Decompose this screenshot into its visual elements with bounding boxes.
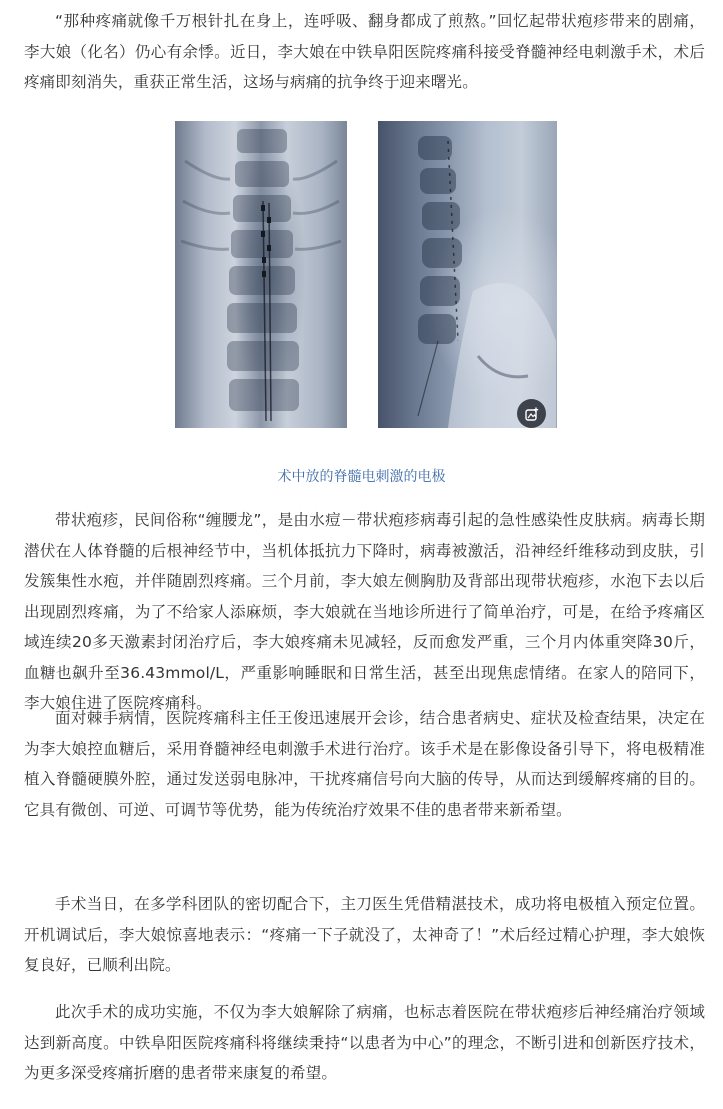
- xray-image-frontal[interactable]: [175, 121, 347, 428]
- figure-caption: 术中放的脊髓电刺激的电极: [277, 469, 446, 485]
- xray-lateral-illustration: [378, 121, 557, 428]
- paragraph-surgery: 手术当日，在多学科团队的密切配合下，主刀医生凭借精湛技术，成功将电极植入预定位置。开机调试后，李大娘惊喜地表示：“疼痛一下子就没了，太神奇了！”术后经过精心护理，李大娘恢复良好，已顺利出院。: [24, 895, 705, 974]
- paragraph-intro: “那种疼痛就像千万根针扎在身上，连呼吸、翻身都成了煎熬。”回忆起带状疱疹带来的剧痛，李大娘（化名）仍心有余悸。近日，李大娘在中铁阜阳医院疼痛科接受脊髓神经电刺激手术，术后疼痛即刻消失，重获正常生活，这场与病痛的抗争终于迎来曙光。: [24, 12, 705, 91]
- image-share-icon: [525, 407, 539, 421]
- paragraph-treatment: 面对棘手病情，医院疼痛科主任王俊迅速展开会诊，结合患者病史、症状及检查结果，决定在为李大娘控血糖后，采用脊髓神经电刺激手术进行治疗。该手术是在影像设备引导下，将电极精准植入脊髓硬膜外腔，通过发送弱电脉冲，干扰疼痛信号向大脑的传导，从而达到缓解疼痛的目的。它具有微创、可逆、可调节等优势，能为传统治疗效果不佳的患者带来新希望。: [24, 709, 705, 819]
- xray-frontal-illustration: [175, 121, 347, 428]
- image-share-button[interactable]: [517, 399, 546, 428]
- paragraph-background: 带状疱疹，民间俗称“缠腰龙”，是由水痘－带状疱疹病毒引起的急性感染性皮肤病。病毒长期潜伏在人体脊髓的后根神经节中，当机体抵抗力下降时，病毒被激活，沿神经纤维移动到皮肤，引发簇集性水疱，并伴随剧烈疼痛。三个月前，李大娘左侧胸肋及背部出现带状疱疹，水泡下去以后出现剧烈疼痛，为了不给家人添麻烦，李大娘就在当地诊所进行了简单治疗，可是，在给予疼痛区域连续20多天激素封闭治疗后，李大娘疼痛未见减轻，反而愈发严重，三个月内体重突降30斤，血糖也飙升至36.43mmol/L，严重影响睡眠和日常生活，甚至出现焦虑情绪。在家人的陪同下，李大娘住进了医院疼痛科。: [24, 511, 705, 712]
- paragraph-conclusion: 此次手术的成功实施，不仅为李大娘解除了病痛，也标志着医院在带状疱疹后神经痛治疗领域达到新高度。中铁阜阳医院疼痛科将继续秉持“以患者为中心”的理念，不断引进和创新医疗技术，为更多深受疼痛折磨的患者带来康复的希望。: [24, 1003, 705, 1082]
- xray-image-lateral[interactable]: [378, 121, 557, 428]
